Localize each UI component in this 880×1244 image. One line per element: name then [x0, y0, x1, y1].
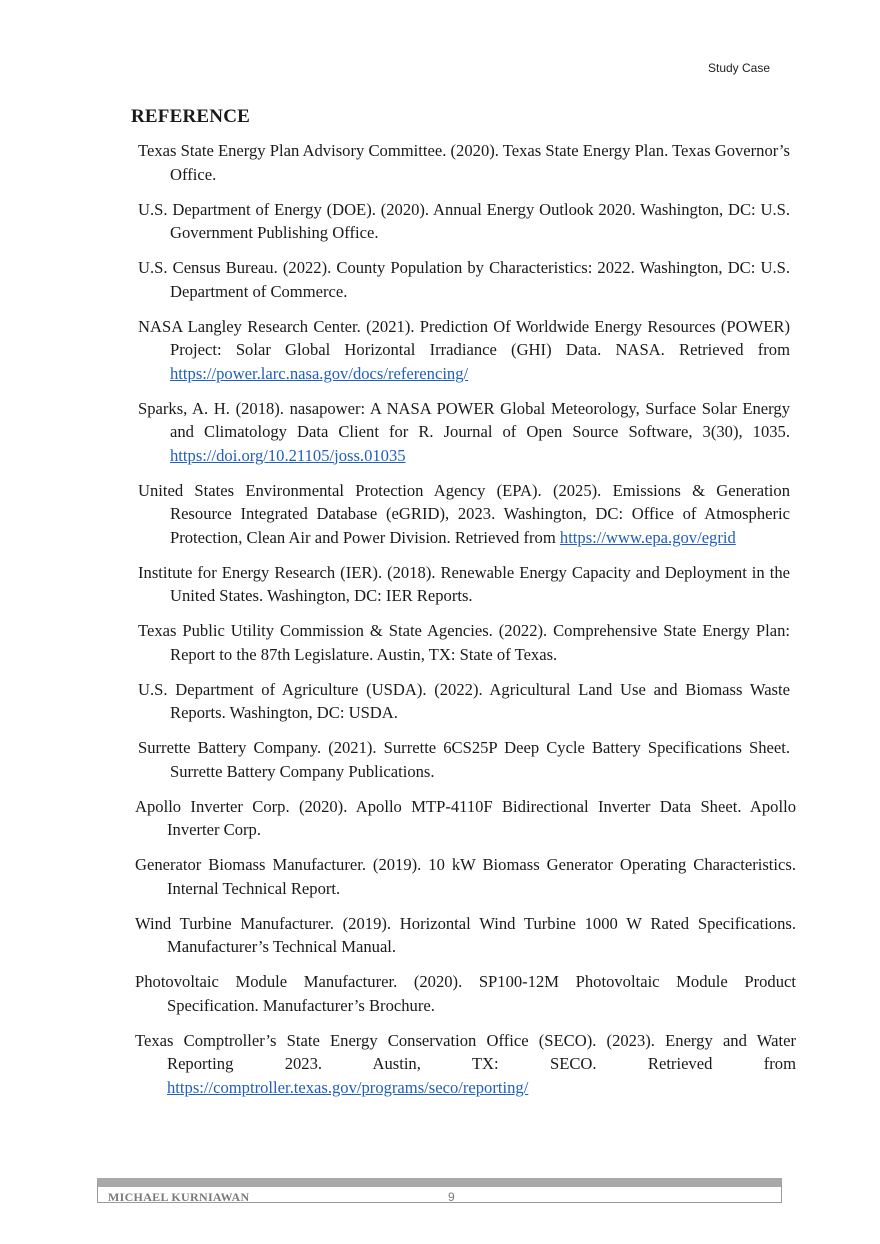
reference-text: Wind Turbine Manufacturer. (2019). Horizontal Wind Turbine 1000 W Rated Specifications. Manufacturer’s Technical Manual. [135, 913, 796, 956]
reference-item [138, 479, 790, 550]
reference-text: U.S. Department of Agriculture (USDA). (2022). Agricultural Land Use and Biomass Waste Reports. Washington, DC: USDA. [138, 679, 790, 722]
reference-list [0, 139, 880, 1111]
reference-item [138, 139, 790, 186]
reference-text: Generator Biomass Manufacturer. (2019). 10 kW Biomass Generator Operating Characteristics. Internal Technical Report. [135, 855, 796, 898]
page-number: 9 [448, 1190, 455, 1204]
reference-text: U.S. Census Bureau. (2022). County Population by Characteristics: 2022. Washington, DC: U.S. Department of Commerce. [138, 258, 790, 301]
reference-text: Surrette Battery Company. (2021). Surrette 6CS25P Deep Cycle Battery Specifications Sheet. Surrette Battery Company Publications. [138, 738, 790, 781]
reference-text: Texas Public Utility Commission & State Agencies. (2022). Comprehensive State Energy Plan: Report to the 87th Legislature. Austin, TX: State of Texas. [138, 621, 790, 664]
reference-item [135, 853, 796, 900]
reference-link[interactable]: https://comptroller.texas.gov/programs/seco/reporting/ [167, 1077, 529, 1097]
reference-item [138, 678, 790, 725]
reference-item [138, 397, 790, 468]
reference-link[interactable]: https://power.larc.nasa.gov/docs/referencing/ [170, 363, 469, 383]
reference-item [138, 561, 790, 608]
reference-text: U.S. Department of Energy (DOE). (2020). Annual Energy Outlook 2020. Washington, DC: U.S. Government Publishing Office. [138, 199, 790, 242]
reference-text: Apollo Inverter Corp. (2020). Apollo MTP-4110F Bidirectional Inverter Data Sheet. Apollo Inverter Corp. [135, 796, 796, 839]
reference-item [135, 795, 796, 842]
reference-text: Sparks, A. H. (2018). nasapower: A NASA POWER Global Meteorology, Surface Solar Energy and Climatology Data Client for R. Journal of Open Source Software, 3(30), 1035. [138, 398, 790, 441]
reference-item [138, 315, 790, 386]
reference-link[interactable]: https://www.epa.gov/egrid [559, 527, 736, 547]
page-title: REFERENCE [131, 106, 250, 127]
header-note: Study Case [708, 61, 771, 75]
reference-item [138, 256, 790, 303]
reference-item [138, 198, 790, 245]
reference-link[interactable]: https://doi.org/10.21105/joss.01035 [170, 445, 406, 465]
reference-item [135, 1029, 796, 1100]
reference-item [138, 736, 790, 783]
reference-text: Institute for Energy Research (IER). (2018). Renewable Energy Capacity and Deployment in the United States. Washington, DC: IER Reports. [138, 562, 790, 605]
reference-item [135, 912, 796, 959]
reference-text: United States Environmental Protection Agency (EPA). (2025). Emissions & Generation Resource Integrated Database (eGRID), 2023. Washington, DC: Office of Atmospheric Protection, Clean Air and Power Division. Retrieved from [138, 480, 790, 547]
reference-text: Texas Comptroller’s State Energy Conservation Office (SECO). (2023). Energy and Water Reporting 2023. Austin, TX: SECO. Retrieved from [135, 1030, 796, 1073]
reference-text: Photovoltaic Module Manufacturer. (2020). SP100-12M Photovoltaic Module Product Specification. Manufacturer’s Brochure. [135, 972, 796, 1015]
reference-item [135, 970, 796, 1017]
reference-text: NASA Langley Research Center. (2021). Prediction Of Worldwide Energy Resources (POWER) Project: Solar Global Horizontal Irradiance (GHI) Data. NASA. Retrieved from [138, 316, 790, 359]
footer-author: MICHAEL KURNIAWAN [108, 1190, 250, 1204]
reference-item [138, 619, 790, 666]
page-footer [97, 1178, 782, 1203]
reference-text: Texas State Energy Plan Advisory Committee. (2020). Texas State Energy Plan. Texas Governor’s Office. [138, 141, 790, 184]
